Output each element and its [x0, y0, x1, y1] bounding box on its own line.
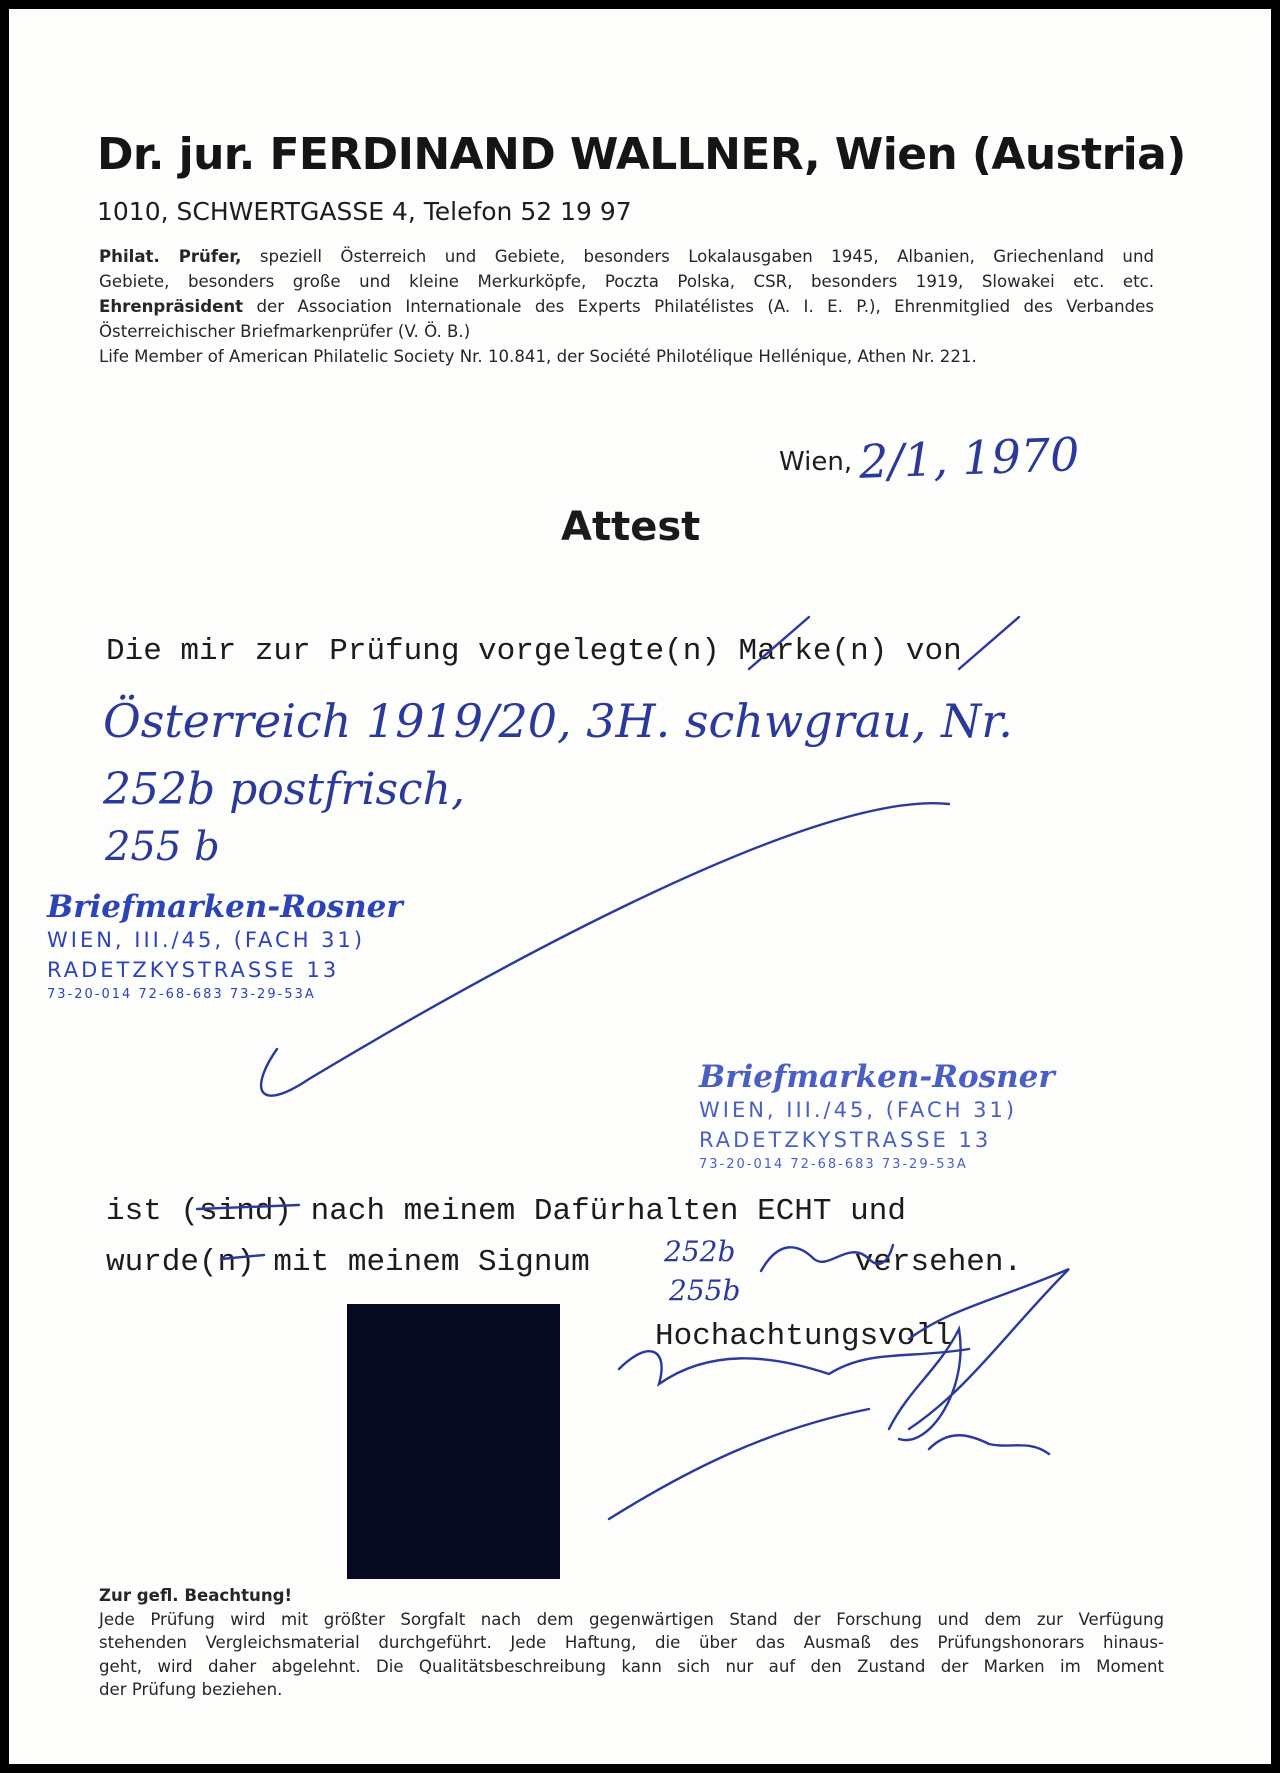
closing-text: Hochachtungsvoll [655, 1319, 953, 1354]
notice-heading: Zur gefl. Beachtung! [99, 1586, 293, 1605]
credentials-text-3: der Association Internationale des Experts Philatélistes (A. I. E. P.), Ehrenmitglied des Verbandes [243, 297, 1154, 316]
stamp-phone-line: 73-20-014 72-68-683 73-29-53A [699, 1157, 968, 1172]
notice-line-3: geht, wird daher abgelehnt. Die Qualitätsbeschreibung kann sich nur auf den Zustand der Marken im Moment [99, 1656, 1164, 1676]
signature-underline [609, 1409, 869, 1519]
body-line-2: ist (sind) nach meinem Dafürhalten ECHT und [106, 1194, 906, 1229]
credentials-role: Philat. Prüfer, [99, 247, 242, 266]
attest-title: Attest [561, 504, 701, 550]
handwritten-description-3: 255 b [105, 824, 220, 870]
handwritten-description-2: 252b postfrisch, [103, 764, 465, 815]
handwritten-date: 2/1, 1970 [858, 427, 1081, 489]
stamp-address-line: WIEN, III./45, (FACH 31) [699, 1098, 1018, 1122]
signum-catalog-number-2: 255b [669, 1274, 741, 1307]
stamp-street-line: RADETZKYSTRASSE 13 [699, 1128, 992, 1152]
strike-n-2 [959, 617, 1019, 669]
credentials-text-1: speziell Österreich und Gebiete, besonders Lokalausgaben 1945, Albanien, Griechenland und [241, 247, 1154, 266]
credentials-line-4: Österreichischer Briefmarkenprüfer (V. Ö. B.) [99, 322, 471, 341]
notice-line-1: Jede Prüfung wird mit größter Sorgfalt nach dem gegenwärtigen Stand der Forschung und dem zur Verfügung [99, 1609, 1164, 1629]
signature-stroke-3 [889, 1329, 961, 1440]
credentials-line-5: Life Member of American Philatelic Society Nr. 10.841, der Société Philotélique Hellénique, Athen Nr. 221. [99, 347, 977, 366]
body-line-3-end: versehen. [854, 1245, 1023, 1280]
signature-stroke-1 [619, 1349, 969, 1384]
handwritten-description-1: Österreich 1919/20, 3H. schwgrau, Nr. [103, 694, 1013, 748]
stamp-street-line: RADETZKYSTRASSE 13 [47, 958, 340, 982]
notice-line-4: der Prüfung beziehen. [99, 1680, 283, 1699]
stamp-dealer-name: Briefmarken-Rosner [699, 1059, 1055, 1095]
notice-block [99, 1584, 1164, 1702]
signum-mark [761, 1245, 893, 1271]
certificate-sheet [9, 9, 1271, 1764]
letterhead-address: 1010, SCHWERTGASSE 4, Telefon 52 19 97 [97, 197, 632, 226]
letterhead-title: Dr. jur. FERDINAND WALLNER, Wien (Austria) [97, 129, 1186, 180]
stamp-phone-line: 73-20-014 72-68-683 73-29-53A [47, 987, 316, 1002]
date-place: Wien, [779, 447, 853, 477]
body-line-1: Die mir zur Prüfung vorgelegte(n) Marke(n) von [106, 634, 962, 669]
signum-catalog-number-1: 252b [664, 1235, 736, 1268]
signature-stroke-4 [929, 1435, 1049, 1454]
stamp-address-line: WIEN, III./45, (FACH 31) [47, 928, 366, 952]
signature-stroke-2 [909, 1269, 1069, 1429]
credentials-honor: Ehrenpräsident [99, 297, 244, 316]
void-line [261, 803, 949, 1095]
strike-n-3 [221, 1255, 264, 1259]
stamp-dealer-name: Briefmarken-Rosner [47, 889, 403, 925]
body-line-3-start: wurde(n) mit meinem Signum [106, 1245, 590, 1280]
handwriting-strokes [9, 9, 1271, 1764]
strike-sind [197, 1205, 299, 1209]
credentials-line-2: Gebiete, besonders große und kleine Merkurköpfe, Poczta Polska, CSR, besonders 1919, Slowakei etc. etc. [99, 272, 1154, 291]
strike-n-1 [749, 617, 809, 669]
notice-line-2: stehenden Vergleichsmaterial durchgeführt. Jede Haftung, die über das Ausmaß des Prüfungshonorars hinaus- [99, 1633, 1164, 1652]
